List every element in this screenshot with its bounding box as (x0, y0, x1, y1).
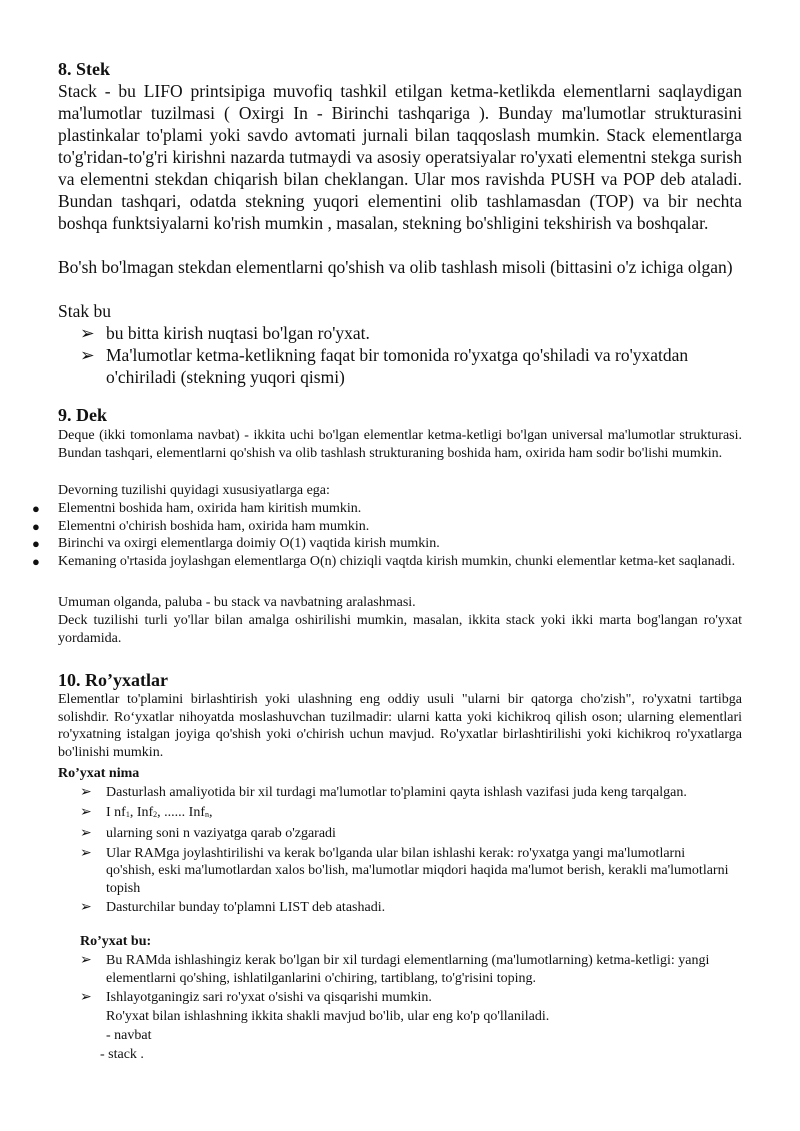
section-10-forms-note: Ro'yxat bilan ishlashning ikkita shakli mavjud bo'lib, ular eng ko'p qo'llaniladi. (106, 1009, 550, 1024)
inf-sequence: I nf1, Inf2, ...... Infn, (106, 804, 213, 820)
dot-bullet-icon: ● (32, 536, 40, 551)
section-10-form-stack: - stack . (100, 1047, 144, 1062)
section-9-properties-intro: Devorning tuzilishi quyidagi xususiyatlarga ega: (58, 483, 330, 498)
section-9-paragraph: Deque (ikki tomonlama navbat) - ikkita uchi bo'lgan elementlar ketma-ketligi bo'lgan universal ma'lumotlar strukturasi. Bundan tashqari, elementlarni qo'shish va olib tashlash strukturaning boshida ham, oxirida ham sodir bo'lishi mumkin. (58, 428, 742, 461)
arrow-bullet-icon: ➢ (80, 804, 92, 820)
list-item: ➢ ularning soni n vaziyatga qarab o'zgaradi (80, 826, 336, 841)
list-item: ● Elementni boshida ham, oxirida ham kiritish mumkin. (32, 501, 362, 516)
section-9-bullet-list (32, 500, 742, 570)
list-item-text: bu bitta kirish nuqtasi bo'lgan ro'yxat. (106, 323, 370, 343)
arrow-bullet-icon: ➢ (80, 323, 95, 343)
section-10-arrow-list-1 (80, 784, 730, 917)
section-10-paragraph: Elementlar to'plamini birlashtirish yoki ulashning eng oddiy usuli "ularni bir qatorga cho'zish", ro'yxatni tartibga solishdir. Ro‘yxatlar nihoyatda moslashuvchan tuzilmadir: ularni katta yoki kichikroq qilish oson; ularning elementlari ro'yxatning istalgan joyiga qo'shish yoki o'chirish uchun mavjud. Ro'yxatlar birlashtirilishi yoki kichikroq ro'yxatlarga bo'linishi mumkin. (58, 692, 742, 760)
arrow-bullet-icon: ➢ (80, 785, 92, 800)
arrow-bullet-icon: ➢ (80, 826, 92, 841)
list-item: ● Birinchi va oxirgi elementlarga doimiy O(1) vaqtida kirish mumkin. (32, 536, 440, 551)
section-10-heading: 10. Ro’yxatlar (58, 670, 168, 690)
list-item: ➢ Dasturlash amaliyotida bir xil turdagi ma'lumotlar to'plamini qayta ishlash vazifasi juda keng tarqalgan. (80, 785, 687, 800)
dot-bullet-icon: ● (32, 553, 40, 569)
section-10-subheading-is: Ro’yxat bu: (80, 934, 152, 949)
section-9-heading: 9. Dek (58, 405, 107, 425)
list-item (80, 344, 750, 388)
dot-bullet-icon: ● (32, 501, 40, 516)
list-item (80, 322, 750, 344)
list-item: ● Kemaning o'rtasida joylashgan elementlarga O(n) chiziqli vaqtda kirish mumkin, chunki elementlar ketma-ket saqlanadi. (32, 553, 736, 569)
section-10-form-queue: - navbat (106, 1028, 152, 1043)
arrow-bullet-icon: ➢ (80, 990, 92, 1005)
dot-bullet-icon: ● (32, 518, 40, 534)
list-item: ➢ Bu RAMda ishlashingiz kerak bo'lgan bir xil turdagi elementlarning (ma'lumotlarning) ketma-ketligi: yangi elementlarni qo'shing, ishlatilganlarini o'chiring, tartiblang, to'g'risini toping. (80, 953, 710, 986)
list-item: ● Elementni o'chirish boshida ham, oxirida ham mumkin. (32, 518, 370, 534)
list-item: ➢ Dasturchilar bunday to'plamni LIST deb atashadi. (80, 900, 386, 915)
arrow-bullet-icon: ➢ (80, 845, 92, 861)
arrow-bullet-icon: ➢ (80, 900, 92, 915)
section-9-summary: Umuman olganda, paluba - bu stack va navbatning aralashmasi. (58, 595, 416, 610)
section-8-heading: 8. Stek (58, 59, 111, 79)
section-8-arrow-list (80, 322, 750, 388)
section-8-paragraph: Stack - bu LIFO printsipiga muvofiq tashkil etilgan ketma-ketlikda elementlarni saqlaydigan ma'lumotlar tuzilmasi ( Oxirgi In - Birinchi tashqariga ). Bunday ma'lumotlar strukturasini plastinkalar to'plami yoki savdo avtomati jurnali bilan taqqoslash mumkin. Stack elementlarga to'g'ridan-to'g'ri kirishni nazarda tutmaydi va asosiy operatsiyalar ro'yxati elementni stekga surish va elementni stekdan chiqarish bilan cheklangan. Ular mos ravishda PUSH va POP deb ataladi. Bundan tashqari, odatda stekning yuqori elementini olib tashlamasdan (TOP) va bir nechta boshqa funktsiyalarni ko'rish mumkin , masalan, stekning bo'shligini tekshirish va boshqalar. (58, 81, 742, 233)
list-item: ➢ Ular RAMga joylashtirilishi va kerak bo'lganda ular bilan ishlashi kerak: ro'yxatga yangi ma'lumotlarni qo'shish, eski ma'lumotlardan xalos bo'lish, ma'lumotlar miqdori haqida ma'lumot berish, kerakli ma'lumotlarni topish (80, 845, 729, 896)
section-9-implementation: Deck tuzilishi turli yo'llar bilan amalga oshirilishi mumkin, masalan, ikkita stack yoki ikki marta bog'langan ro'yxat yordamida. (58, 613, 742, 646)
section-8-stack-intro: Stak bu (58, 301, 111, 321)
list-item-text: Ma'lumotlar ketma-ketlikning faqat bir tomonida ro'yxatga qo'shiladi va ro'yxatdan o'chiriladi (stekning yuqori qismi) (106, 345, 689, 387)
list-item: ➢ Ishlayotganingiz sari ro'yxat o'sishi va qisqarishi mumkin. (80, 990, 432, 1005)
list-item (80, 804, 730, 824)
section-8-example-paragraph: Bo'sh bo'lmagan stekdan elementlarni qo'shish va olib tashlash misoli (bittasini o'z ichiga olgan) (58, 257, 733, 277)
arrow-bullet-icon: ➢ (80, 953, 92, 968)
arrow-bullet-icon: ➢ (80, 345, 95, 365)
section-10-subheading-what: Ro’yxat nima (58, 766, 140, 781)
section-10-arrow-list-2 (80, 952, 730, 1007)
